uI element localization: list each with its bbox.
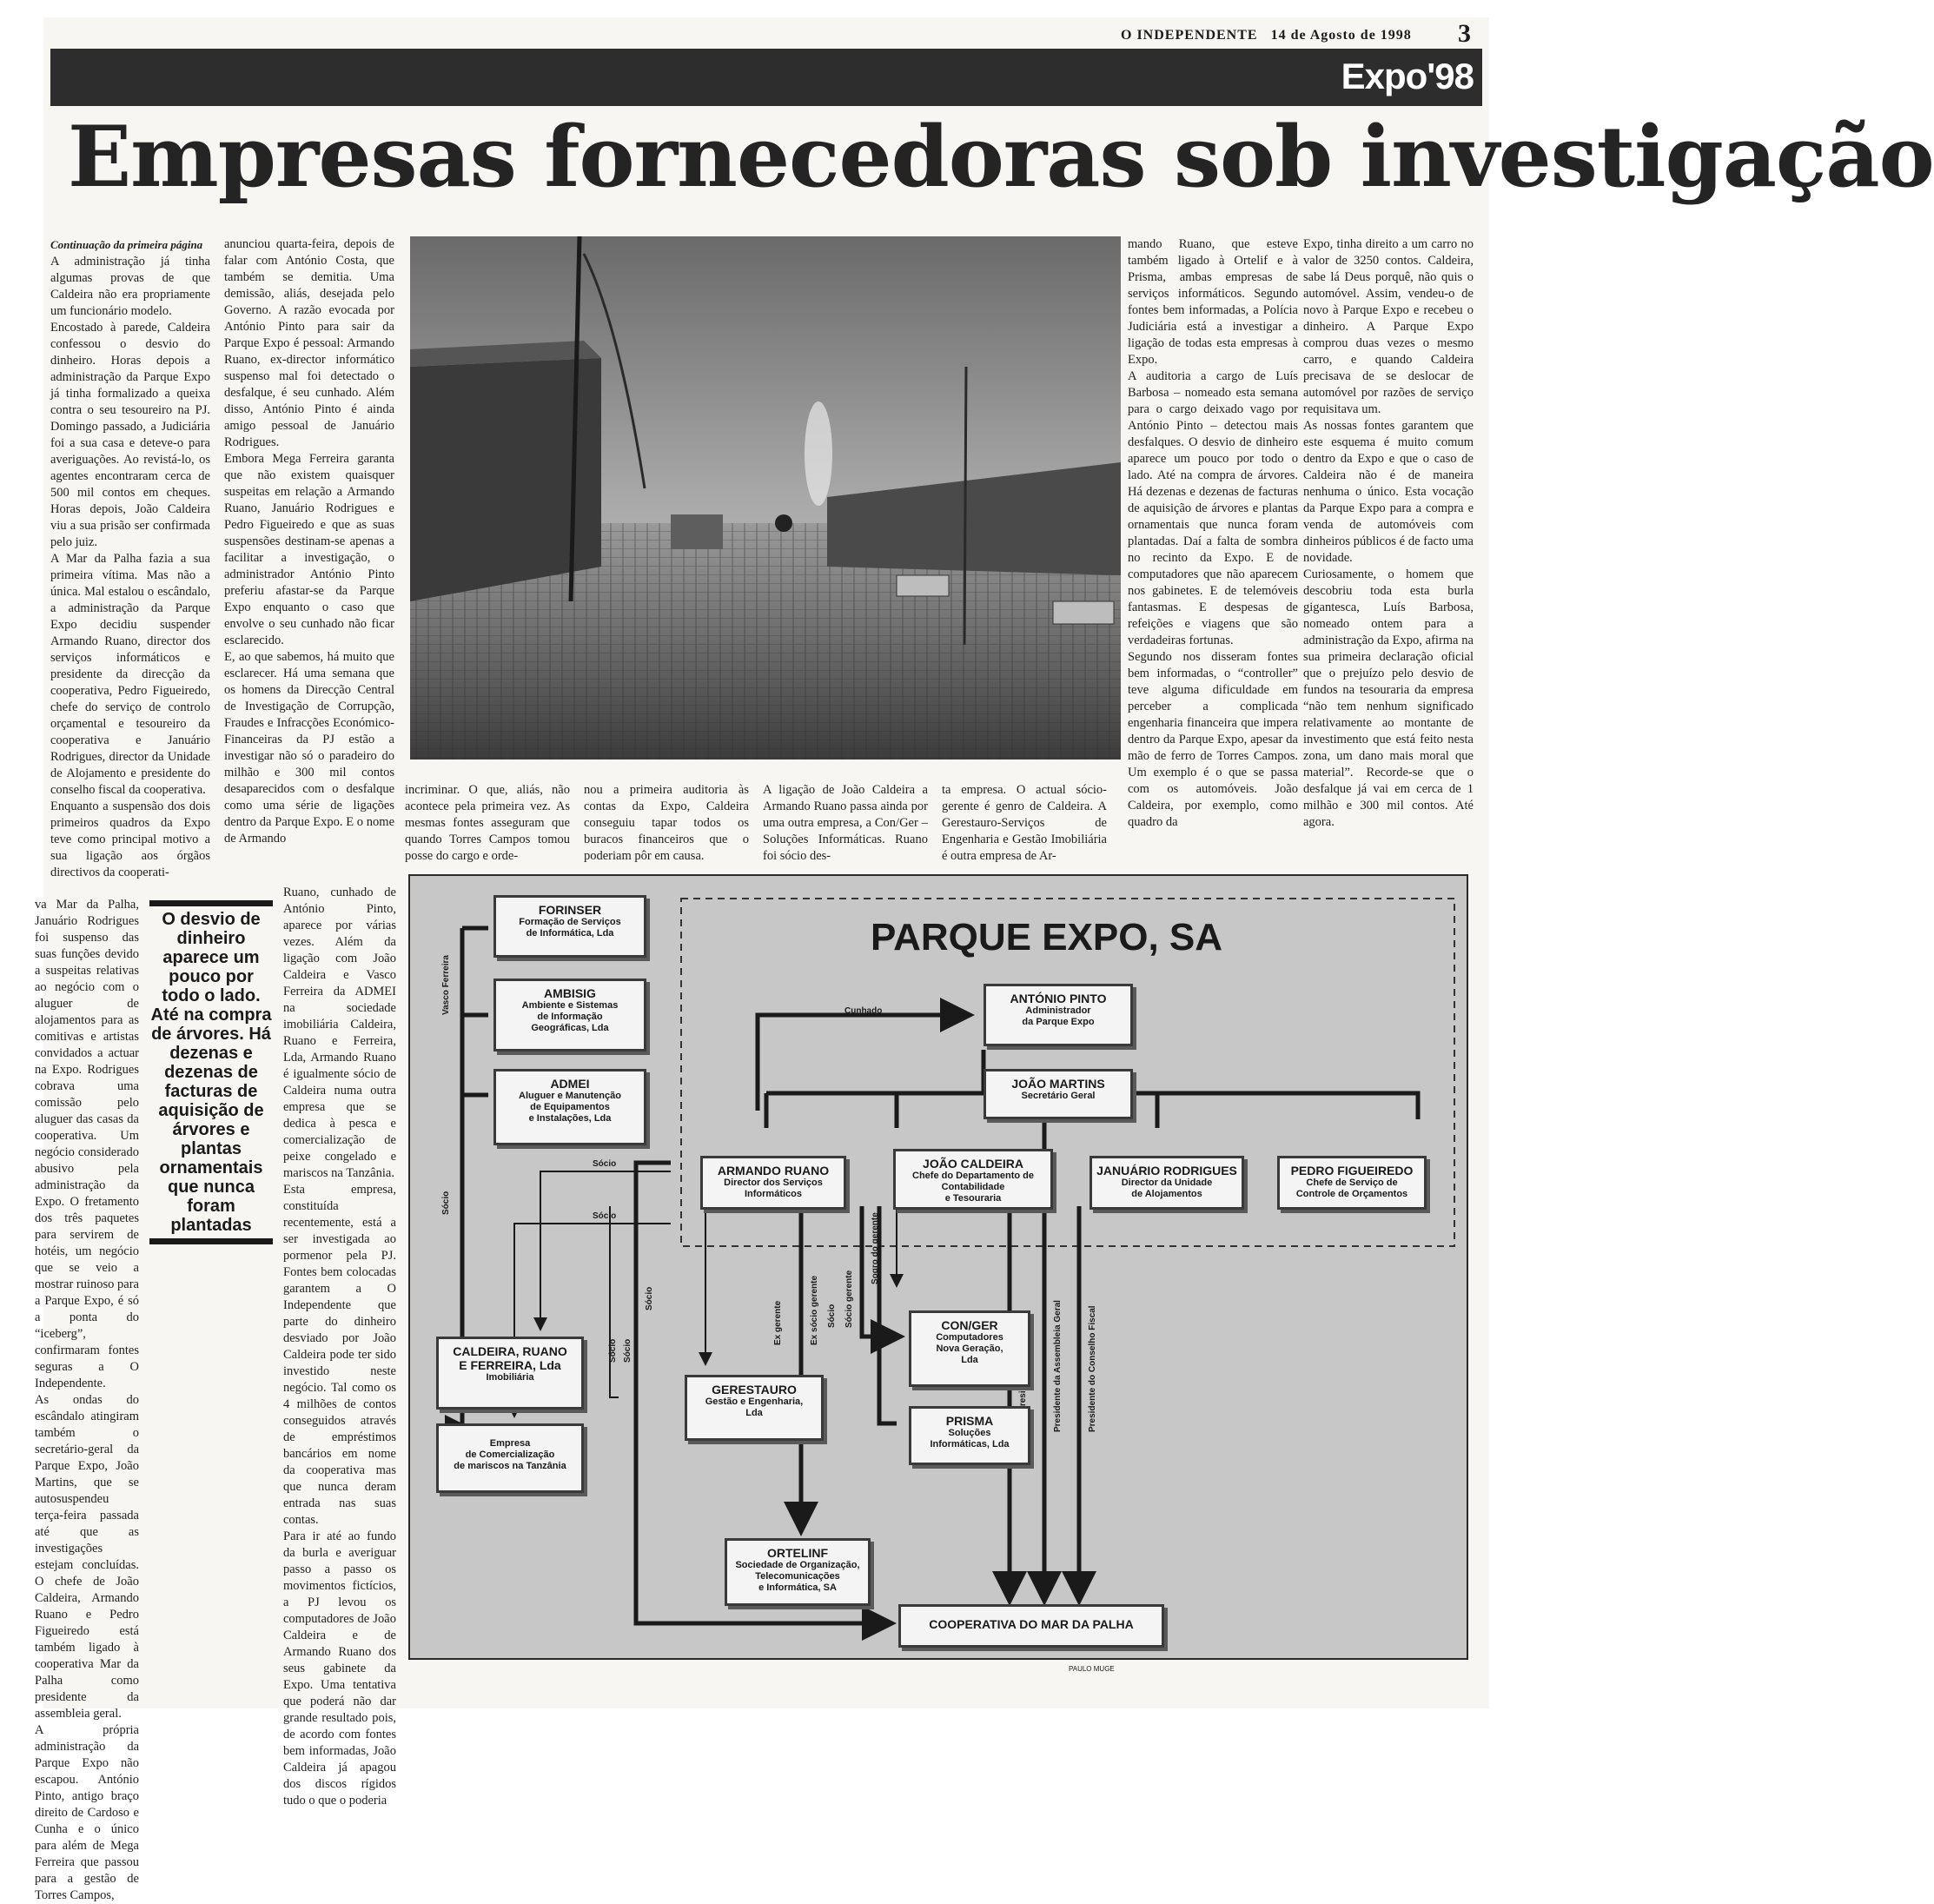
node-caldeira-ruano-ferreira <box>436 1337 584 1410</box>
kicker: Continuação da primeira página <box>50 238 203 251</box>
label-ex-gerente: Ex gerente <box>773 1300 783 1345</box>
node-admei-title: ADMEI <box>550 1077 590 1091</box>
node-pinto-title: ANTÓNIO PINTO <box>1010 992 1107 1005</box>
node-crf-sub: Imobiliária <box>486 1372 534 1383</box>
issue-date: 14 de Agosto de 1998 <box>1270 28 1412 43</box>
node-ambisig <box>493 979 646 1052</box>
node-admei-sub: Aluguer e Manutenção de Equipamentos e Instalações, Lda <box>519 1091 621 1124</box>
node-joao-martins <box>984 1069 1133 1119</box>
node-forinser-title: FORINSER <box>538 903 602 917</box>
pull-quote-top-rule <box>149 900 273 906</box>
node-crf-title: CALDEIRA, RUANO E FERREIRA, Lda <box>453 1344 567 1372</box>
node-caldeira-sub: Chefe do Departamento de Contabilidade e Tesouraria <box>912 1171 1034 1204</box>
article-column-1 <box>50 236 210 879</box>
node-cooperativa-mar-da-palha <box>898 1604 1164 1648</box>
node-prisma <box>909 1406 1030 1465</box>
node-martins-sub: Secretário Geral <box>1021 1091 1096 1101</box>
node-ortelinf <box>725 1538 871 1606</box>
node-ortelinf-sub: Sociedade de Organização, Telecomunicações e Informática, SA <box>735 1560 860 1593</box>
label-sogro: Sogro do gerente <box>871 1212 880 1284</box>
diagram-title: PARQUE EXPO, SA <box>871 916 1223 959</box>
pull-quote-text: O desvio de dinheiro aparece um pouco por todo o lado. Até na compra de árvores. Há dezenas e dezenas de facturas de aquisição de árvores e plantas ornamentais que nunca foram plantadas <box>150 910 272 1235</box>
node-januario-rodrigues <box>1090 1156 1244 1210</box>
label-socio-gerente: Sócio gerente <box>844 1270 854 1328</box>
node-ruano-title: ARMANDO RUANO <box>717 1164 830 1178</box>
node-gerestauro-sub: Gestão e Engenharia, Lda <box>705 1396 804 1418</box>
node-antonio-pinto <box>984 984 1133 1046</box>
page-number: 3 <box>1458 19 1472 48</box>
label-vasco-ferreira: Vasco Ferreira <box>441 955 451 1015</box>
node-conger-sub: Computadores Nova Geração, Lda <box>936 1332 1003 1365</box>
masthead <box>1121 19 1472 48</box>
node-pedro-figueiredo <box>1277 1156 1427 1210</box>
node-forinser-sub: Formação de Serviços de Informática, Lda <box>519 917 621 939</box>
pull-quote-bottom-rule <box>149 1238 273 1244</box>
node-conger <box>909 1310 1030 1387</box>
label-ex-socio: Sócio <box>827 1304 837 1328</box>
node-martins-title: JOÃO MARTINS <box>1011 1077 1105 1091</box>
edge-cunhado <box>758 1015 966 1111</box>
node-prisma-title: PRISMA <box>945 1414 994 1428</box>
article-column-6: Expo, tinha direito a um carro no valor de 3250 contos. Caldeira, sabe lá Deus porquê, não quis o automóvel. Assim, vendeu-o de novo à Parque Expo e recebeu o dinheiro. A Parque Expo comprou duas vezes o mesmo carro, e quando Caldeira precisava de se deslocar de automóvel por razões de serviço requisitava um. As nossas fontes garantem que este esquema é muito comum dentro da Expo e que o caso de Caldeira não é de maneira nenhuma o único. Esta vocação da Parque Expo para a compra e venda de automóveis com dinheiros públicos é de facto uma novidade. Curiosamente, o homem que descobriu toda esta burla gigantesca, Luís Barbosa, nomeado ontem para a administração da Expo, afirma na sua primeira declaração oficial que o prejuízo pelo desvio de fundos na tesouraria da empresa “não tem nenhum significado relativamente ao montante de investimento que está feito nesta zona, um dano mais moral que material”. Recorde-se que o desfalque já vai em cerca de 1 milhão e 300 mil contos. Até agora. <box>1303 237 1474 829</box>
node-ortelinf-title: ORTELINF <box>767 1546 828 1560</box>
article-under-photo-2: nou a primeira auditoria às contas da Expo, Caldeira conseguiu tapar todos os buracos financeiros que o poderiam pôr em causa. <box>584 783 749 863</box>
article-lower-column-1a <box>35 897 139 1902</box>
column-1-text: A administração já tinha algumas provas de que Caldeira não era propriamente um funcionário modelo. Encostado à parede, Caldeira confessou o desvio do dinheiro. Horas depois a administração da Parque Expo já tinha formalizado a queixa contra o seu tesoureiro na PJ. Domingo passado, a Judiciária foi a sua casa e deteve-o para averiguações. Ao revistá-lo, os agentes encontraram cerca de 500 mil contos em cheques. Horas depois, João Caldeira viu a sua prisão ser confirmada pelo juiz. A Mar da Palha fazia a sua primeira vítima. Mas não a única. Mal estalou o escândalo, a administração da Parque Expo decidiu suspender Armando Ruano, director dos serviços informáticos e presidente da direcção da cooperativa, Pedro Figueiredo, chefe do serviço de controlo orçamental e tesoureiro da cooperativa e Januário Rodrigues, director da Unidade de Alojamento e presidente do conselho fiscal da cooperativa. Enquanto a suspensão dos dois primeiros quadros da Expo teve como principal motivo a sua ligação aos órgãos directivos da cooperati- <box>50 255 210 879</box>
article-under-photo-4: ta empresa. O actual sócio-gerente é genro de Caldeira. A Gerestauro-Serviços de Engenharia e Gestão Imobiliária é outra empresa de Ar- <box>942 783 1107 863</box>
label-ex-socio-gerente: Ex sócio gerente <box>810 1275 819 1345</box>
node-ruano-sub: Director dos Serviços Informáticos <box>724 1178 823 1199</box>
node-ambisig-sub: Ambiente e Sistemas de Informação Geográficas, Lda <box>521 1000 619 1033</box>
node-gerestauro <box>685 1375 824 1441</box>
node-rodrigues-sub: Director da Unidade de Alojamentos <box>1121 1178 1213 1199</box>
node-armando-ruano <box>700 1156 846 1210</box>
node-ambisig-title: AMBISIG <box>544 986 596 1000</box>
node-figueiredo-title: PEDRO FIGUEIREDO <box>1290 1164 1414 1178</box>
section-bar <box>50 49 1482 106</box>
edge-socio-2 <box>610 1206 619 1397</box>
diagram-credit: PAULO MUGE <box>1069 1665 1115 1673</box>
node-admei <box>493 1069 646 1145</box>
node-mariscos <box>436 1423 584 1493</box>
node-coop-title: COOPERATIVA DO MAR DA PALHA <box>929 1617 1134 1631</box>
article-lower-column-2: Ruano, cunhado de António Pinto, aparece por várias vezes. Além da ligação com João Caldeira e Vasco Ferreira da ADMEI na sociedade imobiliária Caldeira, Ruano e Ferreira, Lda, Armando Ruano é igualmente sócio de Caldeira numa outra empresa que se dedica à pesca e comercialização de peixe congelado e mariscos na Tanzânia. Esta empresa, constituída recentemente, está a ser investigada ao pormenor pela PJ. Fontes bem colocadas garantem a O Independente que parte do dinheiro desviado por João Caldeira pode ter sido investido neste negócio. Tal como os 4 milhões de contos conseguidos através de empréstimos bancários em nome da cooperativa mas que nunca deram entrada nas suas contas. Para ir até ao fundo da burla e averiguar passo a passo os movimentos fictícios, a PJ levou os computadores de João Caldeira e de Armando Ruano dos seus gabinete da Expo. Uma tentativa que poderá não dar grande resultado pois, de acordo com fontes bem informadas, João Caldeira já apagou dos discos rígidos tudo o que o poderia <box>283 886 396 1808</box>
label-presidente-ag: Presidente da Assembleia Geral <box>1053 1300 1063 1432</box>
label-socio-gerestauro: Sócio <box>645 1286 654 1310</box>
label-cunhado: Cunhado <box>844 1006 883 1016</box>
label-socio-3: Sócio <box>441 1191 451 1215</box>
node-rodrigues-title: JANUÁRIO RODRIGUES <box>1096 1164 1237 1178</box>
node-prisma-sub: Soluções Informáticas, Lda <box>930 1428 1010 1450</box>
node-joao-caldeira <box>893 1149 1053 1210</box>
edge-prisma <box>879 1206 897 1423</box>
pull-quote <box>149 897 273 1248</box>
node-gerestauro-title: GERESTAURO <box>712 1383 797 1396</box>
section-label: Expo'98 <box>1341 56 1474 96</box>
label-socio-2: Sócio <box>593 1211 617 1221</box>
node-pinto-sub: Administrador da Parque Expo <box>1022 1005 1095 1027</box>
node-figueiredo-sub: Chefe de Serviço de Controle de Orçamentos <box>1295 1178 1408 1199</box>
label-socio-1: Sócio <box>593 1159 617 1169</box>
node-conger-title: CON/GER <box>941 1318 998 1332</box>
article-under-photo-3: A ligação de João Caldeira a Armando Ruano passa ainda por uma outra empresa, a Con/Ger – Soluções Informáticas. Ruano foi sócio des- <box>763 783 928 863</box>
lower-column-1-text: va Mar da Palha, Januário Rodrigues foi suspenso das suas funções devido a suspeitas relativas ao negócio com o aluguer de alojamentos para as comitivas e artistas convidados a actuar na Expo. Rodrigues cobrava uma comissão pelo aluguer das casas da cooperativa. Um negócio considerado abusivo pela administração da Expo. O fretamento dos três paquetes para servirem de hotéis, um negócio que se veio a mostrar ruinoso para a Parque Expo, é só a ponta do “iceberg”, confirmaram fontes seguras a O Independente. As ondas do escândalo atingiram também o secretário-geral da Parque Expo, João Martins, que se autosuspendeu terça-feira passada até que as investigações estejam concluídas. O chefe de João Caldeira, Armando Ruano e Pedro Figueiredo está também ligado à cooperativa Mar da Palha como presidente da assembleia geral. A própria administração da Parque Expo não escapou. António Pinto, antigo braço direito de Cardoso e Cunha e o único para além de Mega Ferreira que passou para a gestão de Torres Campos, <box>35 898 139 1902</box>
label-socio-4: Sócio <box>623 1338 633 1363</box>
headline: Empresas fornecedoras sob investigação <box>68 108 1934 206</box>
article-column-2: anunciou quarta-feira, depois de falar com António Costa, que também se demitia. Uma demissão, aliás, desejada pelo Governo. A razão evocada por António Pinto para sair da Parque Expo é pessoal: Armando Ruano, ex-director informático suspenso mal foi detectado o desfalque, é seu cunhado. Além disso, António Pinto é ainda amigo pessoal de Januário Rodrigues. Embora Mega Ferreira garanta que não existem quaisquer suspeitas em relação a Armando Ruano, Januário Rodrigues e Pedro Figueiredo e que as suas suspensões destinam-se apenas a facilitar a investigação, o administrador António Pinto preferiu afastar-se da Parque Expo enquanto o caso que envolve o seu cunhado não ficar esclarecido. E, ao que sabemos, há muito que esclarecer. Há uma semana que os homens da Direcção Central de Investigação de Corrupção, Fraudes e Infracções Económico-Financeiras da PJ estão a investigar não só o paradeiro do milhão e 300 mil contos desaparecidos com o desfalque como uma série de ligações dentro da Parque Expo. E o nome de Armando <box>224 237 394 846</box>
expo-photo-image <box>410 236 1121 760</box>
label-presidente-cf: Presidente do Conselho Fiscal <box>1088 1305 1097 1432</box>
paper-name: O INDEPENDENTE <box>1121 28 1258 43</box>
node-forinser <box>493 895 646 958</box>
node-caldeira-title: JOÃO CALDEIRA <box>923 1157 1023 1171</box>
label-socio-5: Sócio <box>608 1338 618 1363</box>
expo-photo <box>410 236 1121 760</box>
article-column-5: mando Ruano, que esteve também ligado à Ortelif e à Prisma, ambas empresas de serviços informáticos. Segundo fontes bem informadas, a Polícia Judiciária está a investigar a ligação de todas esta empresas à Expo. A auditoria a cargo de Luís Barbosa – nomeado esta semana para o cargo deixado vago por António Pinto – detectou mais desfalques. O desvio de dinheiro aparece um pouco por todo o lado. Até na compra de árvores. Há dezenas e dezenas de facturas de aquisição de árvores e plantas ornamentais que nunca foram plantadas. Daí a falta de sombra no recinto da Expo. E de computadores que não aparecem nos gabinetes. E de telemóveis fantasmas. E despesas de refeições e viagens que são verdadeiras fortunas. Segundo nos disseram fontes bem informadas, o “controller” teve alguma dificuldade em perceber a complicada engenharia financeira que impera dentro da Parque Expo, apesar da mão de ferro de Torres Campos. Um exemplo é o que se passa com os automóveis. João Caldeira, por exemplo, como quadro da <box>1128 237 1298 829</box>
organisation-diagram <box>408 874 1468 1660</box>
article-under-photo-1: incriminar. O que, aliás, não acontece pela primeira vez. As mesmas fontes asseguram que quando Torres Campos tomou posse do cargo e orde- <box>405 783 570 863</box>
node-mariscos-sub: Empresa de Comercialização de mariscos na Tanzânia <box>454 1438 566 1471</box>
